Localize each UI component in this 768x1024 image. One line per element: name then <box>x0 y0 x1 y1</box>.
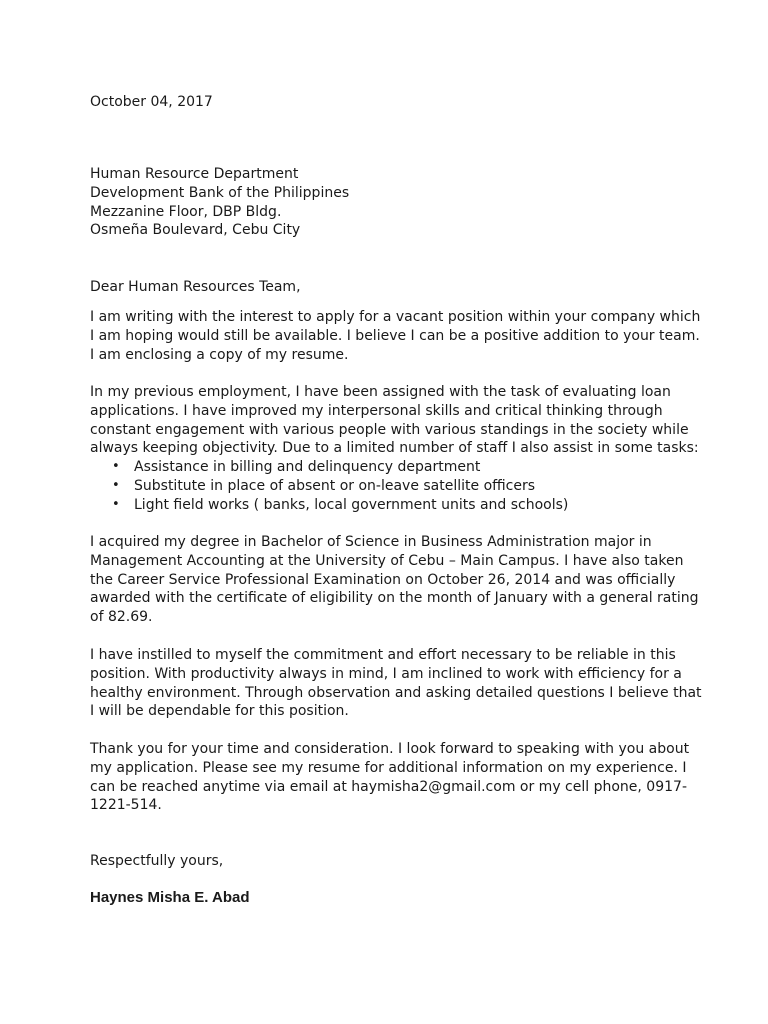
bullet-icon: • <box>112 459 120 474</box>
recipient-line: Human Resource Department <box>90 166 299 182</box>
task-list <box>90 458 568 514</box>
letter-date <box>90 93 690 112</box>
paragraph-line: awarded with the certificate of eligibility on the month of January with a general rating <box>90 590 699 607</box>
paragraph-line: Management Accounting at the University of Cebu – Main Campus. I have also taken <box>90 552 684 569</box>
paragraph-line: can be reached anytime via email at haymisha2@gmail.com or my cell phone, 0917- <box>90 778 687 795</box>
paragraph-line: applications. I have improved my interpersonal skills and critical thinking through <box>90 402 663 419</box>
signature-text: Haynes Misha E. Abad <box>90 889 250 906</box>
paragraph-education <box>90 533 699 627</box>
paragraph-line: of 82.69. <box>90 609 153 626</box>
bullet-icon: • <box>112 477 120 493</box>
paragraph-commitment <box>90 646 702 721</box>
paragraph-line: constant engagement with various people with various standings in the society while <box>90 421 689 438</box>
list-item <box>90 458 568 477</box>
list-item <box>90 496 568 515</box>
paragraph-line: healthy environment. Through observation and asking detailed questions I believe that <box>90 684 702 701</box>
paragraph-line: I will be dependable for this position. <box>90 703 349 720</box>
paragraph-closing <box>90 740 690 815</box>
paragraph-line: the Career Service Professional Examination on October 26, 2014 and was officially <box>90 571 676 588</box>
paragraph-line: I acquired my degree in Bachelor of Science in Business Administration major in <box>90 534 652 550</box>
list-item <box>90 477 568 496</box>
paragraph-line: I am hoping would still be available. I believe I can be a positive addition to your team. <box>90 327 700 344</box>
paragraph-line: In my previous employment, I have been assigned with the task of evaluating loan <box>90 384 671 400</box>
recipient-line: Osmeña Boulevard, Cebu City <box>90 222 301 239</box>
paragraph-line: I am enclosing a copy of my resume. <box>90 346 349 363</box>
recipient-line: Development Bank of the Philippines <box>90 184 350 201</box>
list-item-text: Assistance in billing and delinquency department <box>134 459 481 475</box>
salutation <box>90 278 690 297</box>
paragraph-line: my application. Please see my resume for additional information on my experience. I <box>90 759 687 776</box>
paragraph-line: always keeping objectivity. Due to a limited number of staff I also assist in some tasks: <box>90 440 699 457</box>
paragraph-line: 1221-514. <box>90 797 162 814</box>
paragraph-intro <box>90 308 701 364</box>
bullet-icon: • <box>112 496 120 512</box>
salutation-text: Dear Human Resources Team, <box>90 279 301 295</box>
paragraph-experience <box>90 383 699 458</box>
list-item-text: Light field works ( banks, local government units and schools) <box>134 496 569 513</box>
recipient-line: Mezzanine Floor, DBP Bldg. <box>90 203 282 220</box>
date-text: October 04, 2017 <box>90 94 213 110</box>
list-item-text: Substitute in place of absent or on-leave satellite officers <box>134 477 536 494</box>
complimentary-close <box>90 852 690 871</box>
signature-name <box>90 889 690 908</box>
paragraph-line: position. With productivity always in mind, I am inclined to work with efficiency for a <box>90 665 682 682</box>
recipient-address <box>90 165 690 240</box>
paragraph-line: I am writing with the interest to apply for a vacant position within your company which <box>90 309 701 325</box>
closing-text: Respectfully yours, <box>90 853 224 869</box>
paragraph-line: I have instilled to myself the commitment and effort necessary to be reliable in this <box>90 647 676 663</box>
paragraph-line: Thank you for your time and consideration. I look forward to speaking with you about <box>90 741 690 757</box>
